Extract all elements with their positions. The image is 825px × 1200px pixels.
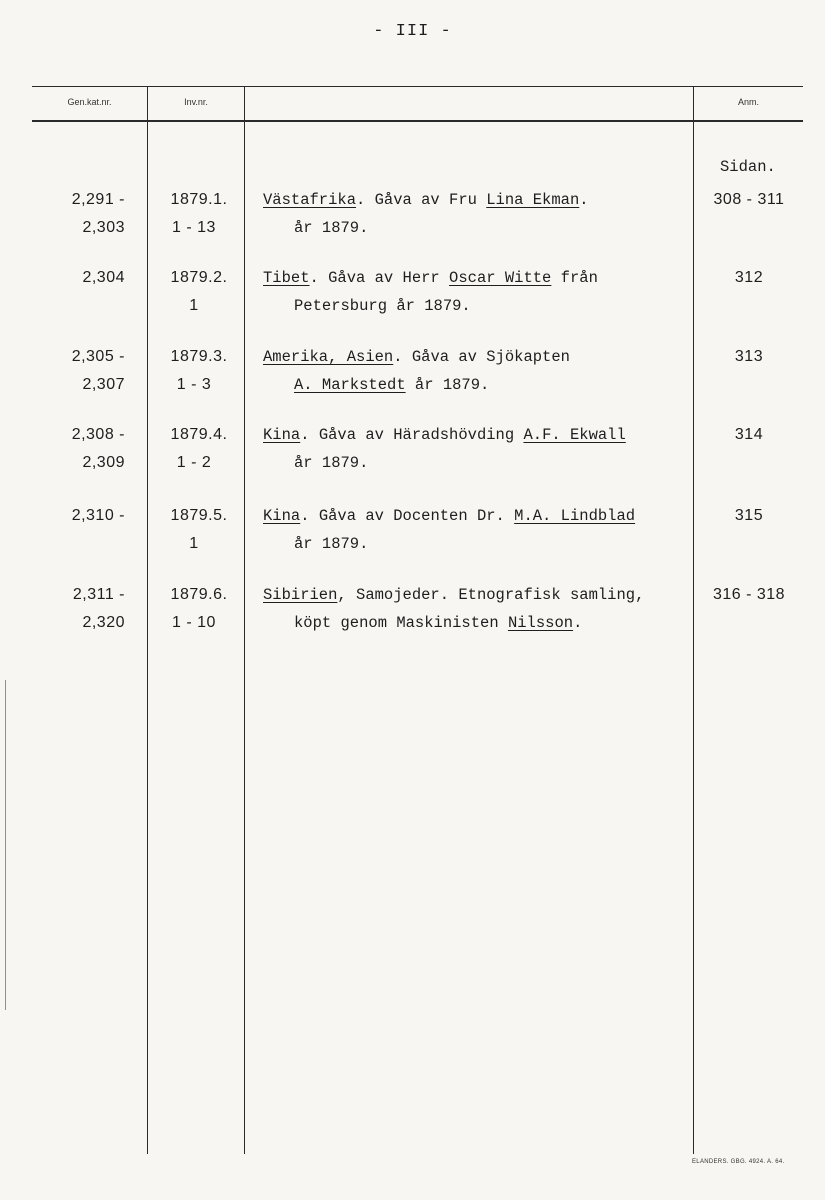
inv-nr-year: 1879.6.	[170, 586, 228, 603]
underlined-name: M.A. Lindblad	[514, 507, 636, 525]
description-text: . Gåva av Sjökapten	[393, 348, 570, 366]
anm-pages: 313	[734, 348, 764, 365]
left-margin-rule	[5, 680, 6, 1010]
entry-description-line1	[263, 268, 598, 288]
underlined-name: Kina	[263, 426, 301, 444]
page-number: - III -	[373, 22, 452, 41]
inv-nr-range: 1 - 13	[172, 219, 216, 236]
column-divider-2	[244, 86, 245, 1154]
inv-nr-range: 1 - 3	[176, 376, 212, 393]
underlined-name: A.F. Ekwall	[523, 426, 626, 444]
description-text: . Gåva av Herr	[309, 269, 450, 287]
description-text: från	[551, 269, 598, 287]
description-text: Petersburg år 1879.	[294, 297, 471, 315]
description-text: , Samojeder. Etnografisk samling,	[337, 586, 645, 604]
inv-nr-range: 1 - 2	[176, 454, 212, 471]
underlined-name: Oscar Witte	[449, 269, 552, 287]
entry-description-line2	[294, 218, 368, 238]
description-text: . Gåva av Docenten Dr.	[300, 507, 515, 525]
gen-kat-nr-start: 2,310 -	[71, 507, 125, 524]
underlined-name: Kina	[263, 507, 301, 525]
gen-kat-nr-start: 2,304	[82, 269, 125, 286]
entry-description-line2	[294, 534, 368, 554]
description-text: år 1879.	[294, 219, 369, 237]
inv-nr-range: 1	[189, 535, 199, 552]
entry-description-line2	[294, 453, 368, 473]
gen-kat-nr-start: 2,305 -	[71, 348, 125, 365]
gen-kat-nr-end: 2,303	[82, 219, 125, 236]
printer-mark: ELANDERS. GBG. 4924. A. 64.	[692, 1159, 785, 1165]
header-inv-nr: Inv.nr.	[184, 97, 208, 107]
description-text: år 1879.	[294, 454, 369, 472]
underlined-name: Lina Ekman	[486, 191, 580, 209]
underlined-name: Tibet	[263, 269, 310, 287]
inv-nr-range: 1 - 10	[172, 614, 216, 631]
header-anm: Anm.	[737, 97, 759, 107]
description-text: . Gåva av Fru	[356, 191, 487, 209]
inv-nr-year: 1879.1.	[170, 191, 228, 208]
entry-description-line2	[294, 375, 489, 395]
inv-nr-year: 1879.3.	[170, 348, 228, 365]
gen-kat-nr-end: 2,320	[82, 614, 125, 631]
inv-nr-year: 1879.2.	[170, 269, 228, 286]
entry-description-line1	[263, 506, 635, 526]
anm-pages: 315	[734, 507, 764, 524]
gen-kat-nr-start: 2,291 -	[71, 191, 125, 208]
entry-description-line2	[294, 296, 471, 316]
gen-kat-nr-end: 2,307	[82, 376, 125, 393]
anm-pages: 314	[734, 426, 764, 443]
entry-description-line1	[263, 347, 570, 367]
gen-kat-nr-end: 2,309	[82, 454, 125, 471]
anm-pages: 312	[734, 269, 764, 286]
gen-kat-nr-start: 2,308 -	[71, 426, 125, 443]
anm-pages: 316 - 318	[712, 586, 786, 603]
description-text: . Gåva av Häradshövding	[300, 426, 524, 444]
column-divider-1	[147, 86, 148, 1154]
header-gen-kat-nr: Gen.kat.nr.	[67, 97, 112, 107]
entry-description-line1	[263, 425, 626, 445]
underlined-name: Nilsson	[507, 614, 574, 632]
sidan-label: Sidan.	[720, 158, 776, 176]
underlined-name: Amerika, Asien	[263, 348, 394, 366]
description-text: .	[573, 614, 583, 632]
entry-description-line1	[263, 585, 644, 605]
underlined-name: Västafrika	[263, 191, 357, 209]
entry-description-line1	[263, 190, 589, 210]
entry-description-line2	[294, 613, 582, 633]
inv-nr-year: 1879.4.	[170, 426, 228, 443]
description-text: .	[579, 191, 589, 209]
column-divider-3	[693, 86, 694, 1154]
gen-kat-nr-start: 2,311 -	[72, 586, 125, 603]
description-text: år 1879.	[405, 376, 490, 394]
underlined-name: Sibirien	[263, 586, 338, 604]
description-text: år 1879.	[294, 535, 369, 553]
description-text: köpt genom Maskinisten	[294, 614, 508, 632]
underlined-name: A. Markstedt	[294, 376, 406, 394]
inv-nr-range: 1	[189, 297, 199, 314]
inv-nr-year: 1879.5.	[170, 507, 228, 524]
anm-pages: 308 - 311	[713, 191, 785, 208]
